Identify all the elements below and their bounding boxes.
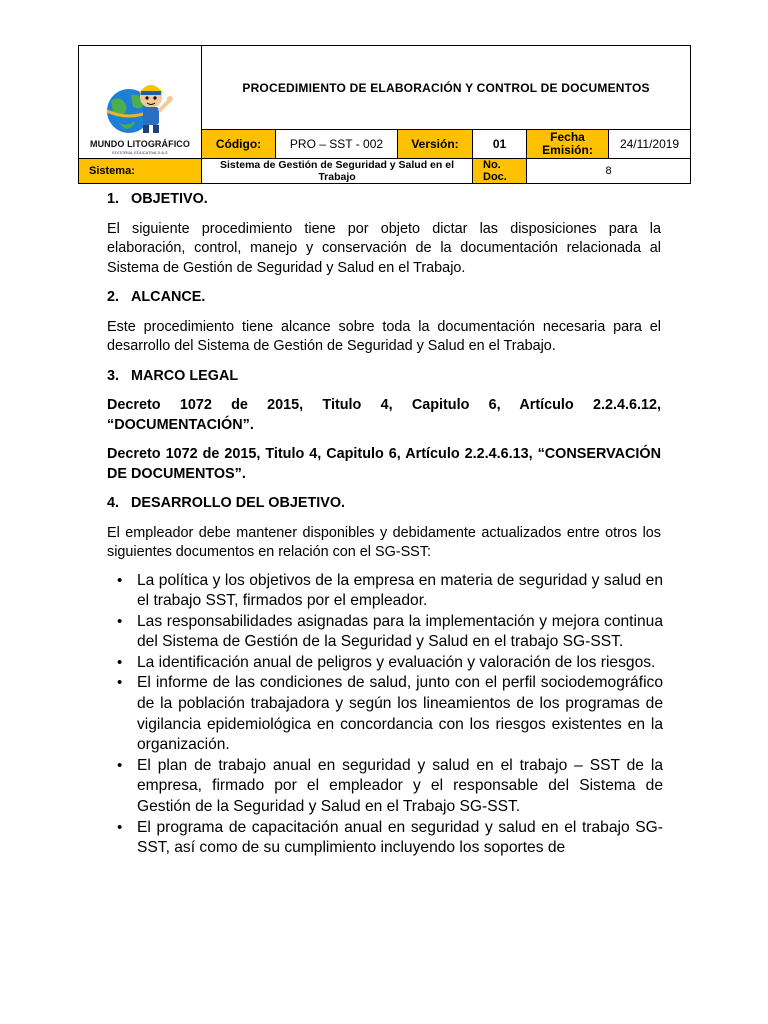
nodoc-label: No. Doc. [473, 159, 527, 184]
document-body [107, 190, 661, 859]
list-item-text: El programa de capacitación anual en seguridad y salud en el trabajo SG-SST, así como de su cumplimiento incluyendo los soportes de [137, 818, 663, 857]
codigo-label: Código: [202, 130, 276, 159]
nodoc-value: 8 [527, 159, 691, 184]
fecha-value: 24/11/2019 [609, 130, 691, 159]
section-number: 2. [107, 289, 120, 305]
logo-company-name: MUNDO LITOGRÁFICO [89, 139, 191, 149]
company-logo [79, 61, 201, 155]
bullet-icon: • [117, 818, 123, 836]
documents-list [107, 571, 661, 859]
objetivo-paragraph: El siguiente procedimiento tiene por objeto dictar las disposiciones para la elaboración, control, manejo y conservación de la documentación relacionada al Sistema de Gestión de Seguridad y Salud en el Trabajo. [107, 220, 661, 276]
sistema-label: Sistema: [79, 159, 202, 184]
version-value: 01 [473, 130, 527, 159]
version-label: Versión: [398, 130, 473, 159]
list-item-text: Las responsabilidades asignadas para la implementación y mejora continua del Sistema de Gestión de la Seguridad y Salud en el trabajo SG-SST. [137, 612, 663, 651]
bullet-icon: • [117, 571, 123, 589]
list-item-text: La política y los objetivos de la empresa en materia de seguridad y salud en el trabajo SST, firmados por el empleador. [137, 571, 663, 610]
bullet-icon: • [117, 653, 123, 671]
list-item [93, 756, 663, 818]
section-heading [107, 190, 661, 210]
document-title: PROCEDIMIENTO DE ELABORACIÓN Y CONTROL DE DOCUMENTOS [202, 46, 691, 130]
list-item [93, 653, 663, 674]
document-header [78, 45, 690, 183]
section-title: MARCO LEGAL [131, 367, 239, 384]
list-item-text: El plan de trabajo anual en seguridad y salud en el trabajo – SST de la empresa, firmado por el empleador y el responsable del Sistema de Gestión de la Seguridad y Salud en el Trabajo SG-SST. [137, 756, 663, 816]
bullet-icon: • [117, 756, 123, 774]
codigo-value: PRO – SST - 002 [276, 130, 398, 159]
section-title: OBJETIVO. [131, 191, 208, 207]
logo-company-subtitle: EDITORIAL EDUCATIVA S.A.S [112, 150, 168, 155]
list-item [93, 818, 663, 859]
section-number: 4. [107, 495, 120, 511]
logo-cell [79, 46, 202, 159]
section-number: 1. [107, 191, 120, 207]
list-item [93, 673, 663, 755]
bullet-icon: • [117, 674, 123, 692]
desarrollo-paragraph: El empleador debe mantener disponibles y debidamente actualizados entre otros los siguientes documentos en relación con el SG-SST: [107, 524, 661, 560]
bullet-icon: • [117, 612, 123, 630]
fecha-label: Fecha Emisión: [527, 130, 609, 159]
section-title: ALCANCE. [131, 289, 206, 305]
decree-reference: Decreto 1072 de 2015, Titulo 4, Capitulo 6, Artículo 2.2.4.6.12, “DOCUMENTACIÓN”. [107, 397, 661, 433]
section-title: DESARROLLO DEL OBJETIVO. [131, 495, 346, 511]
alcance-paragraph: Este procedimiento tiene alcance sobre toda la documentación necesaria para el desarrollo del Sistema de Gestión de Seguridad y Salud en el Trabajo. [107, 318, 661, 354]
section-number: 3. [107, 367, 120, 384]
decree-reference: Decreto 1072 de 2015, Titulo 4, Capitulo 6, Artículo 2.2.4.6.13, “CONSERVACIÓN DE DOCUMENTOS”. [107, 446, 661, 482]
globe-mascot-icon [79, 61, 202, 143]
sistema-value: Sistema de Gestión de Seguridad y Salud en el Trabajo [202, 159, 473, 184]
list-item-text: El informe de las condiciones de salud, junto con el perfil sociodemográfico de la población trabajadora y según los lineamientos de los programas de vigilancia epidemiológica en concordancia con los riesgos existentes en la organización. [137, 674, 663, 754]
list-item-text: La identificación anual de peligros y evaluación y valoración de los riesgos. [137, 653, 656, 671]
header-table [78, 45, 691, 184]
section-heading [107, 367, 661, 387]
section-heading [107, 494, 661, 514]
list-item [93, 612, 663, 653]
section-heading [107, 288, 661, 308]
list-item [93, 571, 663, 612]
